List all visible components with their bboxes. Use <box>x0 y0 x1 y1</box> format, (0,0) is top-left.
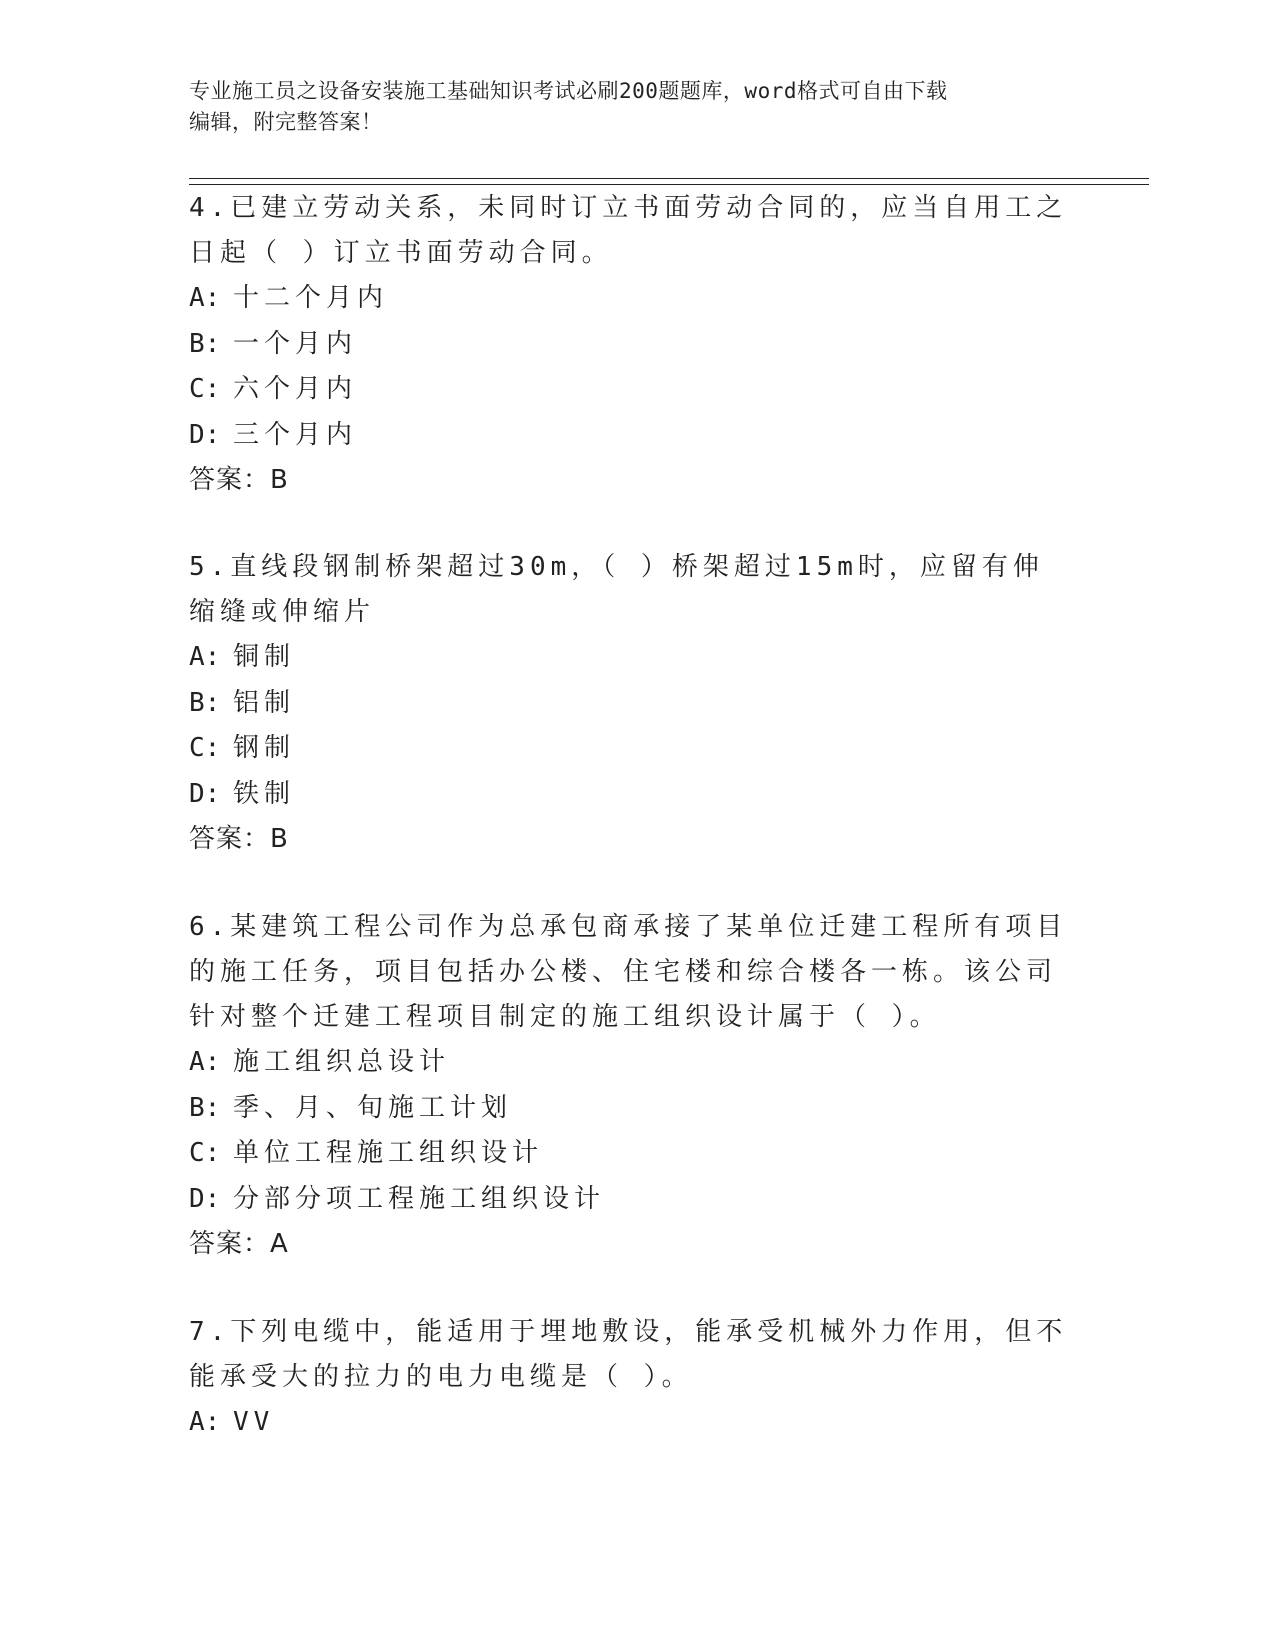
question-stem: 4.已建立劳动关系，未同时订立书面劳动合同的，应当自用工之日起（ ）订立书面劳动合同。 <box>189 193 1068 268</box>
question-4 <box>189 186 1069 504</box>
option-text: 钢制 <box>233 733 296 763</box>
answer-line: 答案：B <box>189 465 289 495</box>
option-letter: D: <box>189 419 221 450</box>
question-stem: 6.某建筑工程公司作为总承包商承接了某单位迁建工程所有项目的施工任务，项目包括办公楼、住宅楼和综合楼各一栋。该公司针对整个迁建工程项目制定的施工组织设计属于（ ）。 <box>189 912 1068 1032</box>
question-7 <box>189 1310 1069 1446</box>
option-a <box>189 1040 1069 1086</box>
header-line-1: 专业施工员之设备安装施工基础知识考试必刷200题题库，word格式可自由下载 <box>189 79 948 103</box>
option-letter: B: <box>189 328 221 359</box>
option-c <box>189 1131 1069 1177</box>
option-text: VV <box>233 1407 275 1437</box>
option-text: 六个月内 <box>233 374 358 404</box>
option-a <box>189 1400 1069 1446</box>
option-text: 铜制 <box>233 642 296 672</box>
option-text: 铁制 <box>233 778 296 809</box>
option-letter: D: <box>189 778 221 809</box>
header-divider-top <box>189 178 1149 179</box>
header-line-2: 编辑，附完整答案！ <box>189 110 383 134</box>
option-c <box>189 367 1069 413</box>
option-d <box>189 772 1069 818</box>
answer-line: 答案：B <box>189 824 289 854</box>
option-letter: C: <box>189 374 221 404</box>
option-text: 一个月内 <box>233 328 358 359</box>
question-6 <box>189 905 1069 1268</box>
option-letter: A: <box>189 283 221 313</box>
option-letter: A: <box>189 1047 221 1077</box>
option-letter: C: <box>189 733 221 763</box>
option-d <box>189 413 1069 459</box>
option-letter: B: <box>189 1092 221 1123</box>
option-letter: A: <box>189 1407 221 1437</box>
option-letter: B: <box>189 687 221 718</box>
option-b <box>189 1086 1069 1132</box>
option-text: 十二个月内 <box>233 283 389 313</box>
option-text: 三个月内 <box>233 419 358 450</box>
header-divider-bottom <box>189 184 1149 185</box>
document-header <box>189 76 1089 138</box>
option-text: 单位工程施工组织设计 <box>233 1138 544 1168</box>
option-text: 铝制 <box>233 687 296 718</box>
question-stem: 7.下列电缆中，能适用于埋地敷设，能承受机械外力作用，但不能承受大的拉力的电力电缆是（ ）。 <box>189 1317 1068 1392</box>
option-b <box>189 322 1069 368</box>
option-text: 季、月、旬施工计划 <box>233 1092 513 1123</box>
option-text: 分部分项工程施工组织设计 <box>233 1183 606 1214</box>
option-c <box>189 726 1069 772</box>
question-stem: 5.直线段钢制桥架超过30m，（ ）桥架超过15m时，应留有伸缩缝或伸缩片 <box>189 552 1044 627</box>
option-letter: C: <box>189 1138 221 1168</box>
option-a <box>189 635 1069 681</box>
option-letter: A: <box>189 642 221 672</box>
question-5 <box>189 545 1069 863</box>
answer-line: 答案：A <box>189 1229 289 1259</box>
option-text: 施工组织总设计 <box>233 1047 451 1077</box>
option-d <box>189 1177 1069 1223</box>
option-letter: D: <box>189 1183 221 1214</box>
option-a <box>189 276 1069 322</box>
option-b <box>189 681 1069 727</box>
